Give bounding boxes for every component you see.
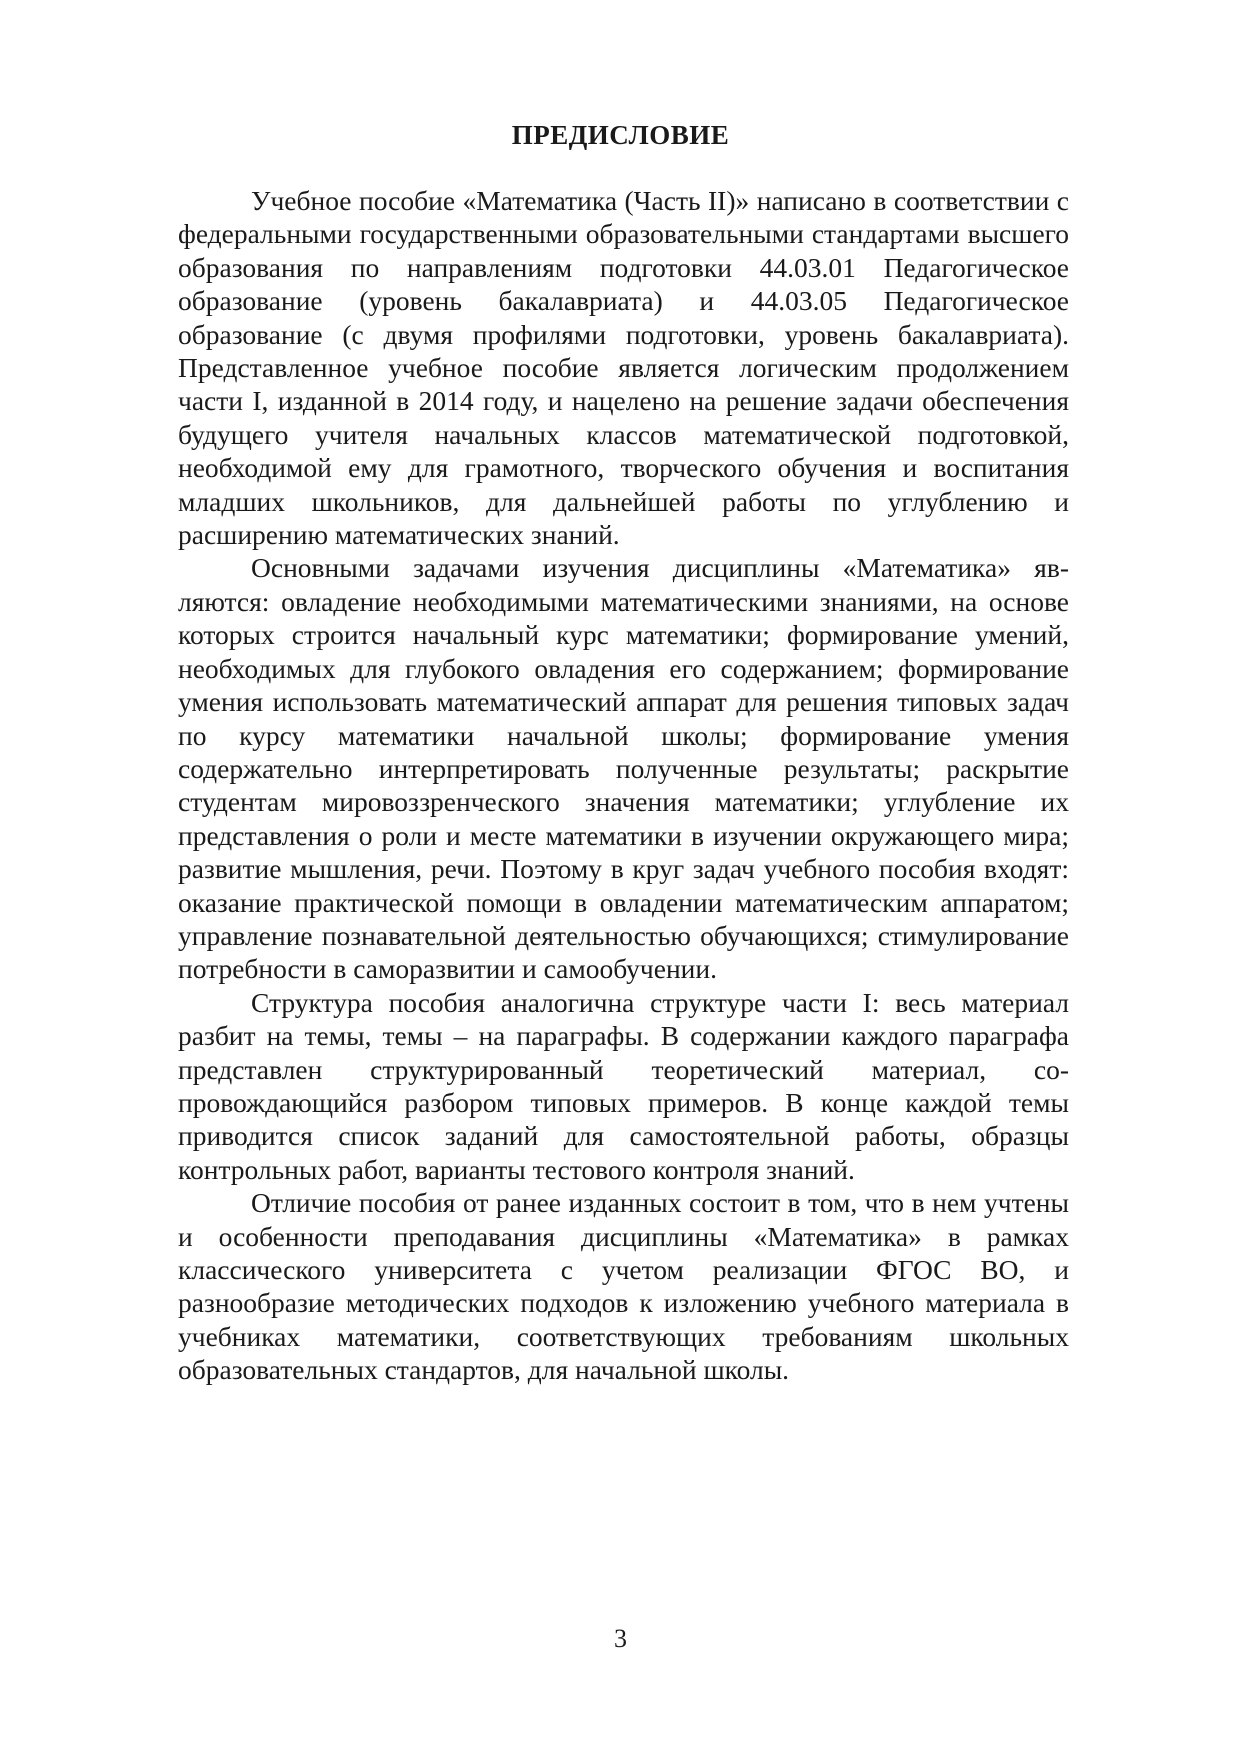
paragraph-objectives: Основными задачами изучения дисциплины «Математика» являются: овладение необходимыми математическими знаниями, на основе которых строится начальный курс математики; формирование умений, необходимых для глубокого овладения его содержанием; формирование умения использовать математический аппарат для решения типовых задач по курсу математики начальной школы; формирование умения содержательно интерпретировать полученные результаты; раскрытие студентам мировоззренческого значения математики; углубление их представления о роли и месте математики в изучении окружающего мира; развитие мышления, речи. Поэтому в круг задач учебного пособия входят: оказание практической помощи в овладении математическим аппаратом; управление познавательной деятельностью обучающихся; стимулирование потребности в саморазвитии и самообучении. — [178, 552, 1069, 985]
page-number: 3 — [614, 1624, 627, 1653]
paragraph-structure: Структура пособия аналогична структуре части I: весь материал разбит на темы, темы – на параграфы. В содержании каждого параграфа представлен структурированный теоретический материал, сопровождающийся разбором типовых примеров. В конце каждой темы приводится список заданий для самостоятельной работы, образцы контрольных работ, варианты тестового контроля знаний. — [178, 986, 1069, 1185]
paragraph-intro: Учебное пособие «Математика (Часть II)» написано в соответствии с федеральными государственными образовательными стандартами высшего образования по направлениям подготовки 44.03.01 Педагогическое образование (уровень бакалавриата) и 44.03.05 Педагогическое образование (с двумя профилями подготовки, уровень бакалавриата). Представленное учебное пособие является логическим продолжением части I, изданной в 2014 году, и нацелено на решение задачи обеспечения будущего учителя начальных классов математической подготовкой, необходимой ему для грамотного, творческого обучения и воспитания младших школьников, для дальнейшей работы по углублению и расширению математических знаний. — [178, 185, 1069, 551]
paragraph-distinction: Отличие пособия от ранее изданных состоит в том, что в нем учтены и особенности преподавания дисциплины «Математика» в рамках классического университета с учетом реализации ФГОС ВО, и разнообразие методических подходов к изложению учебного материала в учебниках математики, соответствующих требованиям школьных образовательных стандартов, для начальной школы. — [178, 1187, 1069, 1386]
body-text — [178, 184, 1069, 1387]
page-title: ПРЕДИСЛОВИЕ — [511, 120, 730, 150]
